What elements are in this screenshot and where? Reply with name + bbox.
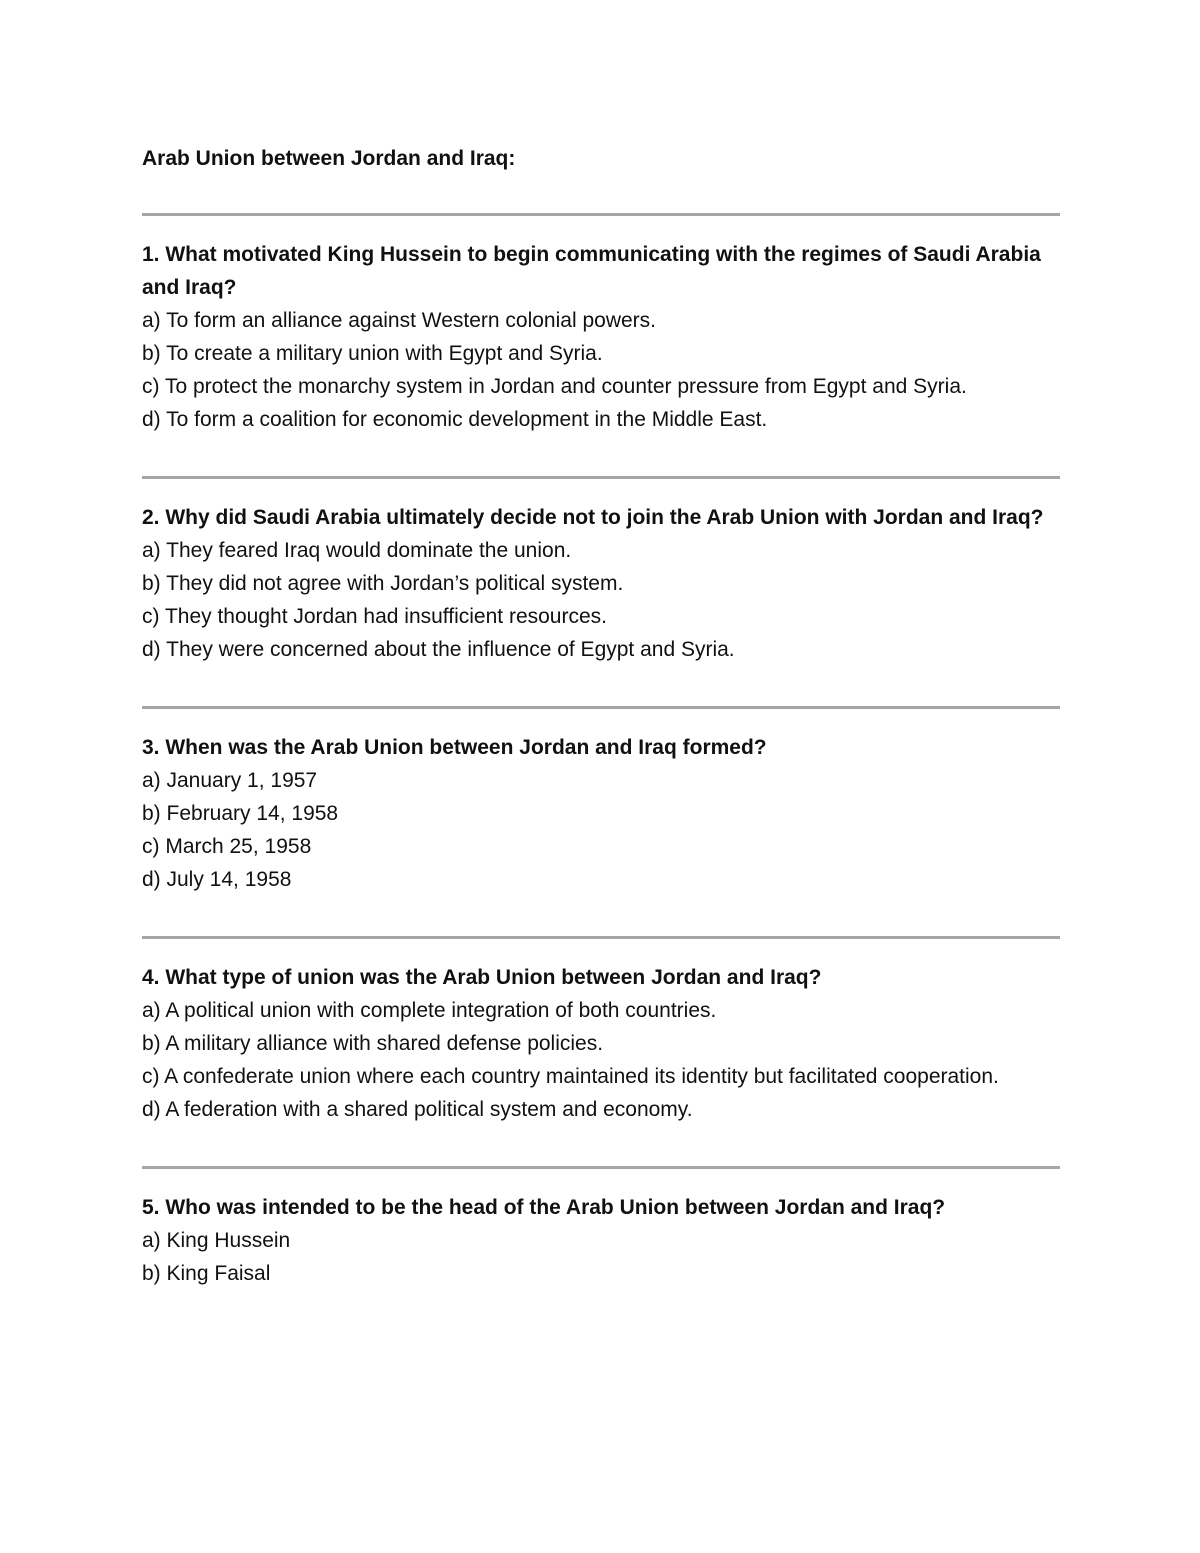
document-content bbox=[142, 142, 1060, 1290]
answer-option-a: a) King Hussein bbox=[142, 1229, 291, 1252]
answer-option-b: b) King Faisal bbox=[142, 1262, 271, 1285]
answer-option-c: c) March 25, 1958 bbox=[142, 835, 312, 858]
answer-option-c: c) They thought Jordan had insufficient resources. bbox=[142, 605, 607, 628]
document-title: Arab Union between Jordan and Iraq: bbox=[142, 147, 516, 170]
answer-option-a: a) To form an alliance against Western colonial powers. bbox=[142, 309, 656, 332]
answer-option-d: d) July 14, 1958 bbox=[142, 868, 292, 891]
question-text: 2. Why did Saudi Arabia ultimately decide not to join the Arab Union with Jordan and Iraq? bbox=[142, 506, 1044, 529]
answer-option-c: c) A confederate union where each country maintained its identity but facilitated cooperation. bbox=[142, 1065, 999, 1088]
answer-option-d: d) A federation with a shared political system and economy. bbox=[142, 1098, 693, 1121]
answer-option-b: b) A military alliance with shared defense policies. bbox=[142, 1032, 604, 1055]
question-3 bbox=[142, 709, 1060, 936]
question-4 bbox=[142, 939, 1060, 1166]
answer-option-a: a) January 1, 1957 bbox=[142, 769, 318, 792]
question-1 bbox=[142, 216, 1060, 476]
question-5 bbox=[142, 1169, 1060, 1290]
answer-option-a: a) A political union with complete integration of both countries. bbox=[142, 999, 717, 1022]
question-text: 5. Who was intended to be the head of the Arab Union between Jordan and Iraq? bbox=[142, 1196, 946, 1219]
answer-option-d: d) They were concerned about the influence of Egypt and Syria. bbox=[142, 638, 735, 661]
question-2 bbox=[142, 479, 1060, 706]
answer-option-c: c) To protect the monarchy system in Jordan and counter pressure from Egypt and Syria. bbox=[142, 375, 967, 398]
question-text: 3. When was the Arab Union between Jordan and Iraq formed? bbox=[142, 736, 767, 759]
question-text: 1. What motivated King Hussein to begin communicating with the regimes of Saudi Arabia and Iraq? bbox=[142, 243, 1041, 299]
question-text: 4. What type of union was the Arab Union between Jordan and Iraq? bbox=[142, 966, 822, 989]
answer-option-b: b) They did not agree with Jordan’s political system. bbox=[142, 572, 624, 595]
answer-option-b: b) February 14, 1958 bbox=[142, 802, 339, 825]
answer-option-d: d) To form a coalition for economic development in the Middle East. bbox=[142, 408, 768, 431]
answer-option-b: b) To create a military union with Egypt and Syria. bbox=[142, 342, 603, 365]
answer-option-a: a) They feared Iraq would dominate the union. bbox=[142, 539, 572, 562]
